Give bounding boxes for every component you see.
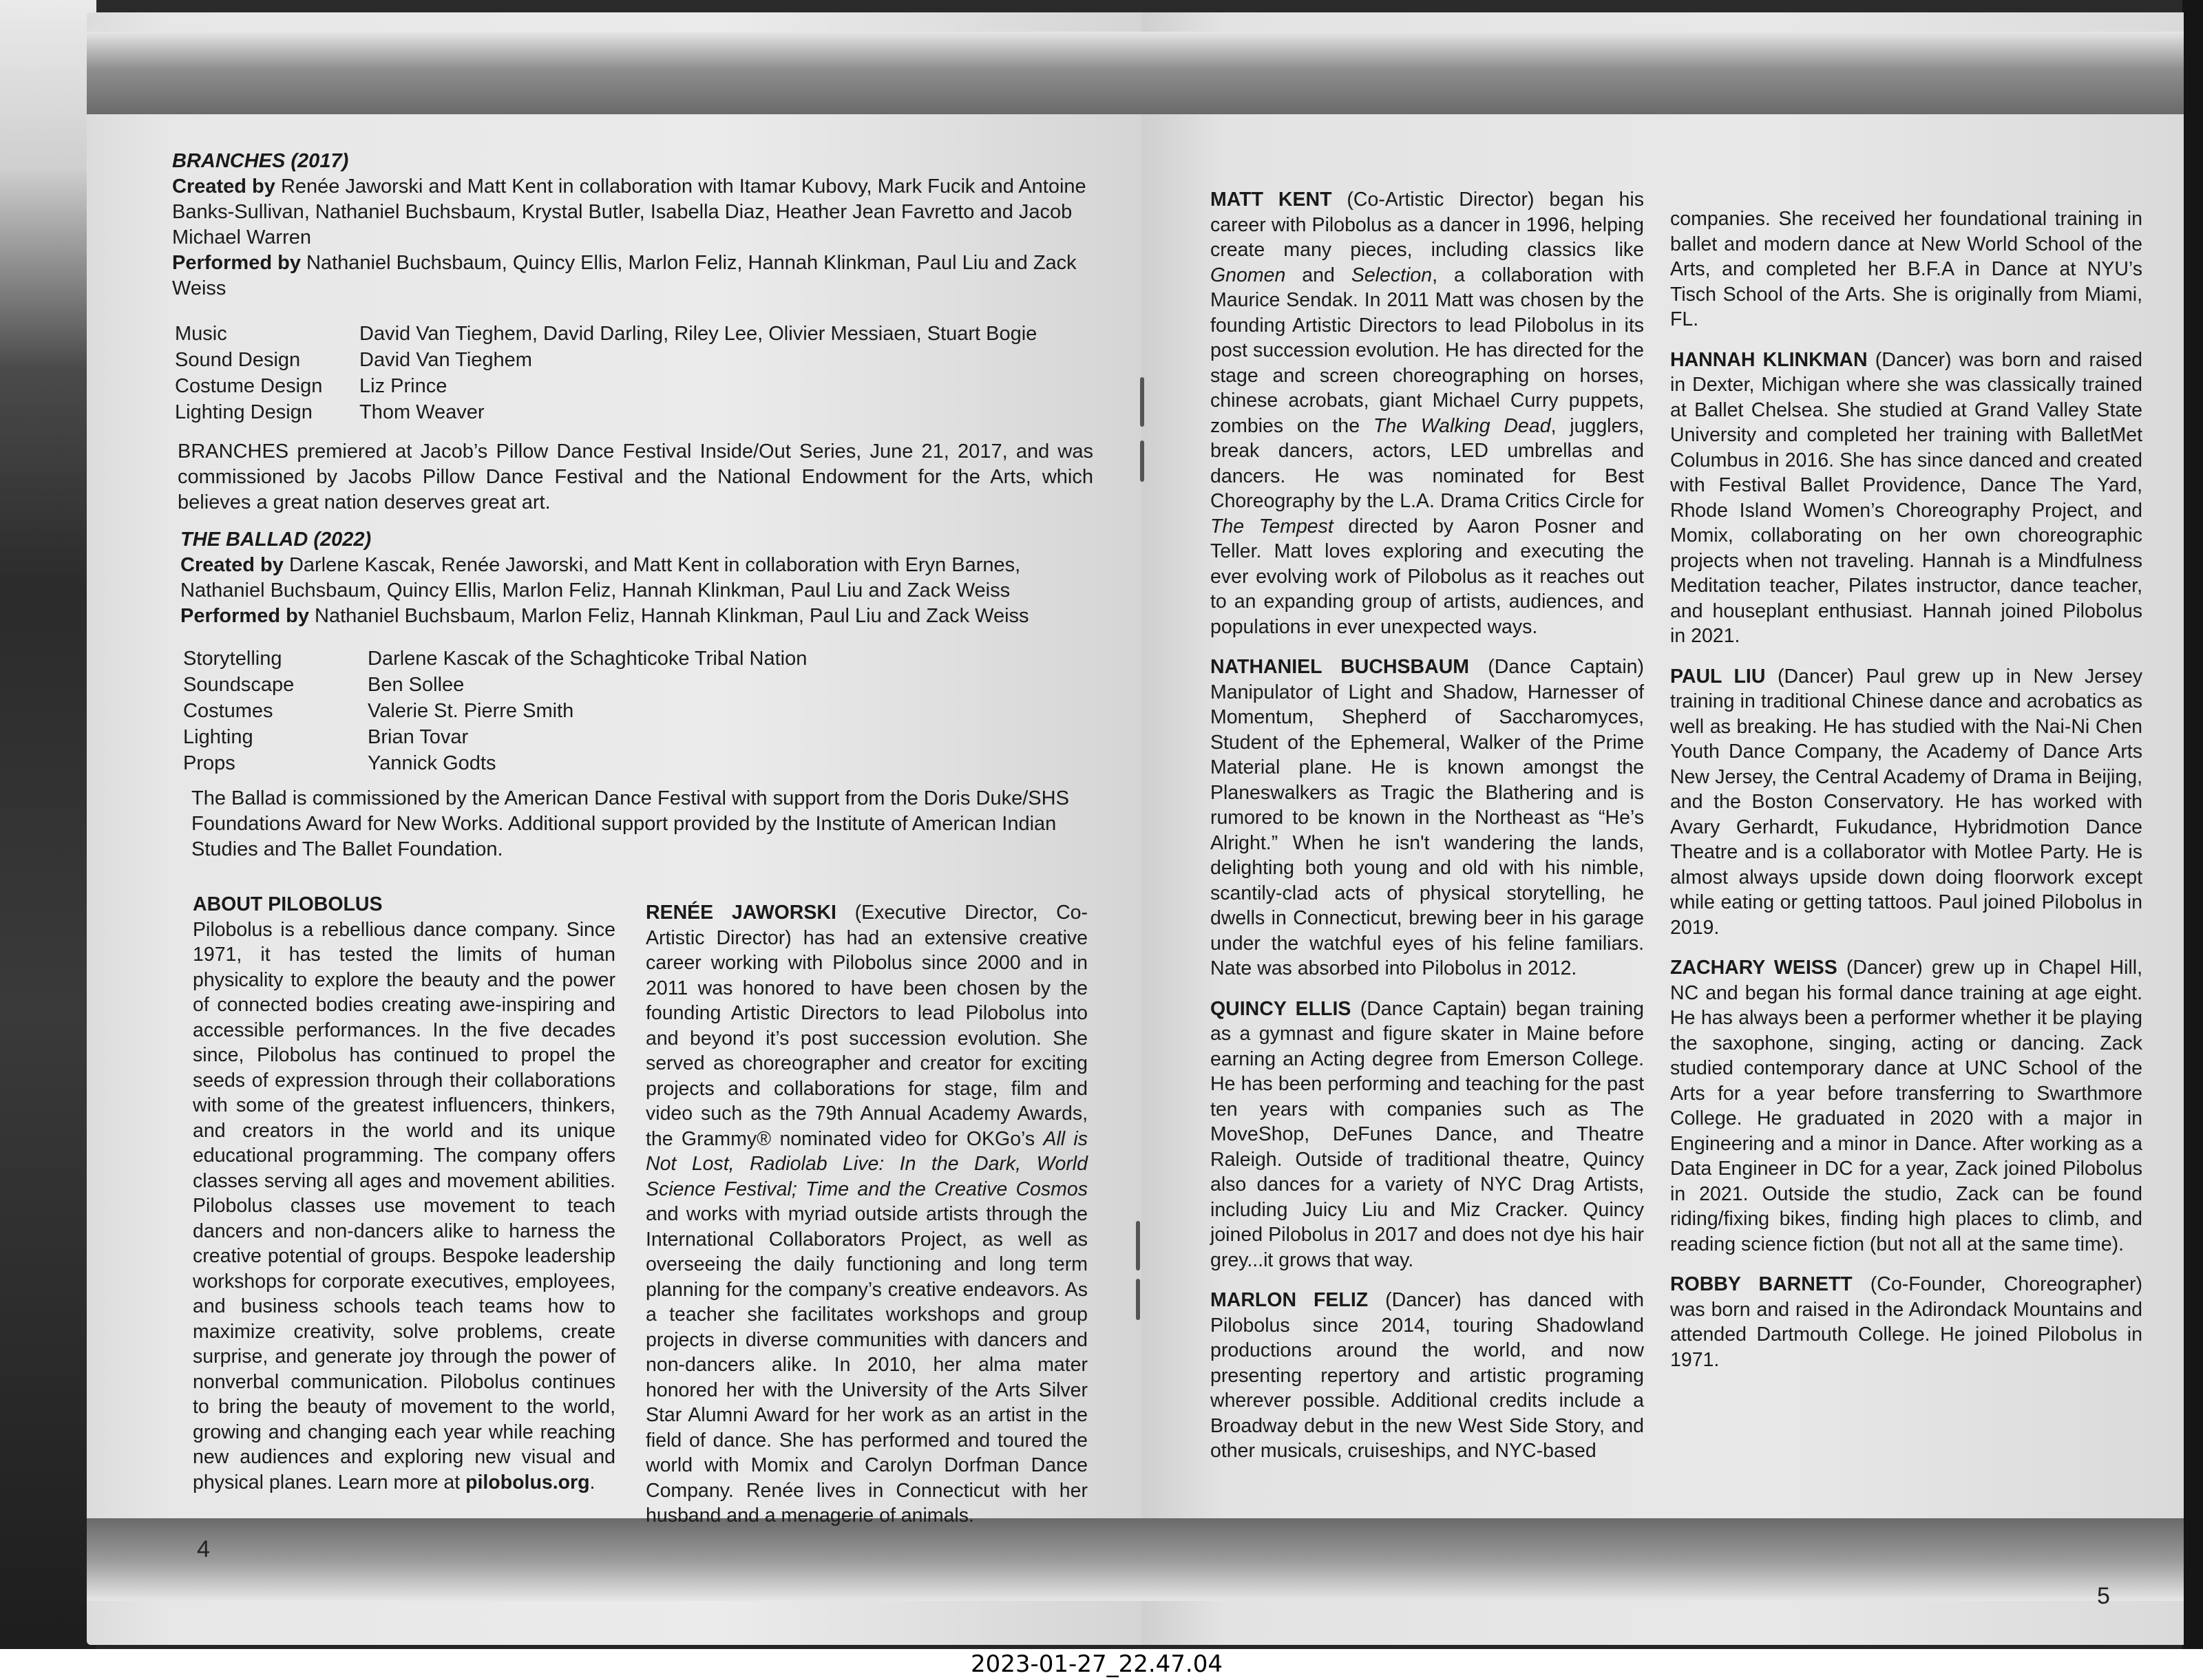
bio-name: QUINCY ELLIS	[1210, 997, 1351, 1020]
ballad-title: THE BALLAD (2022)	[180, 529, 372, 551]
quincy-bio	[1210, 997, 1644, 1273]
bio-name: MATT KENT	[1210, 189, 1332, 211]
credit-row	[183, 750, 1092, 776]
ballad-section	[180, 527, 1093, 629]
bio-text: was born and raised in the Adirondack Mountains and attended Dartmouth College. He joined Pilobolus in 1971.	[1670, 1298, 2142, 1371]
credit-name: Brian Tovar	[368, 726, 469, 748]
credit-name: Thom Weaver	[359, 401, 485, 423]
credit-row	[175, 399, 1097, 425]
bio-text: began his career with Pilobolus as a dancer in 1996, helping create many pieces, including classics like	[1210, 189, 1644, 261]
bio-name: ROBBY BARNETT	[1670, 1273, 1853, 1295]
bio-name: RENÉE JAWORSKI	[646, 902, 836, 924]
staple-bottom	[1136, 1221, 1140, 1270]
created-by-label: Created by	[172, 176, 275, 198]
zachary-bio	[1670, 955, 2142, 1257]
renee-body	[646, 900, 1088, 1529]
bio-italic: The Walking Dead	[1373, 414, 1551, 437]
bio-text: directed by Aaron Posner and Teller. Matt loves exploring and executing the ever evolving work of Pilobolus as it reaches out to an expanding group of artists, audiences, and populations in ever unexpected ways.	[1210, 515, 1645, 638]
credit-role: Sound Design	[175, 349, 301, 371]
bio-text: grew up in Chapel Hill, NC and began his formal dance training at age eight. He has always been a performer whether it be playing the saxophone, singing, acting or dancing. Zack studied contemporary dance at UNC School of the Arts for a year before transferring to Swarthmore College. He graduated in 2020 with a major in Engineering and a minor in Dance. After working as a Data Engineer in DC for a year, Zack joined Pilobolus in 2021. Outside the studio, Zack can be found riding/fixing bikes, finding high places to climb, and reading science fiction (but not all at the same time).	[1670, 957, 2143, 1255]
background-desk	[0, 0, 96, 1680]
decorative-band-top	[87, 32, 1141, 114]
marlon-bio	[1210, 1288, 1644, 1464]
credit-row	[183, 672, 1092, 698]
credit-name: Yannick Godts	[368, 752, 496, 774]
created-by-label: Created by	[180, 554, 284, 576]
right-column-2	[1670, 206, 2142, 1372]
bio-text: began training as a gymnast and figure skater in Maine before earning an Acting degree from Emerson College. He has been performing and teaching for the past ten years with companies such as The MoveShop, DeFunes Dance, and Theatre Raleigh. Outside of traditional theatre, Quincy also dances for a variety of NYC Drag Artists, including Juicy Liu and Miz Cracker. Quincy joined Pilobolus in 2017 and does not dye his hair grey...it grows that way.	[1210, 997, 1645, 1271]
performed-by-text: Nathaniel Buchsbaum, Quincy Ellis, Marlon Feliz, Hannah Klinkman, Paul Liu and Zack Weiss	[172, 252, 1077, 299]
about-end: .	[589, 1471, 595, 1493]
bio-text: and	[1302, 264, 1335, 286]
performed-by-label: Performed by	[180, 605, 309, 627]
staple-top	[1140, 377, 1144, 427]
bio-role: (Co-Founder, Choreographer)	[1870, 1273, 2142, 1295]
bio-italic: Selection	[1351, 264, 1433, 286]
bio-role: (Dancer)	[1385, 1289, 1462, 1311]
credit-row	[183, 724, 1092, 750]
credit-role: Soundscape	[183, 674, 295, 696]
credit-row	[175, 373, 1097, 399]
bio-text: was born and raised in Dexter, Michigan where she was classically trained at Ballet Chelsea. She studied at Grand Valley State University and completed her training with BalletMet Columbus in 2016. She has since danced and created with Festival Ballet Providence, Dance The Yard, Rhode Island Women’s Choreography Project, and Momix, collaborating on her own choreographic projects when not traveling. Hannah is a Mindfulness Meditation teacher, Pilates instructor, dance teacher, and houseplant enthusiast. Hannah joined Pilobolus in 2021.	[1670, 348, 2143, 647]
performed-by-label: Performed by	[172, 252, 301, 274]
bio-role: (Co-Artistic Director)	[1347, 189, 1535, 211]
credit-name: David Van Tieghem	[359, 349, 532, 371]
bio-role: (Executive Director, Co-Artistic Director)	[646, 902, 1088, 949]
branches-title: BRANCHES (2017)	[172, 150, 349, 172]
credit-role: Lighting	[183, 726, 253, 748]
bio-role: (Dancer)	[1846, 957, 1923, 979]
branches-performed	[172, 251, 1092, 301]
page-number-right: 5	[2097, 1583, 2110, 1609]
credit-name: Ben Sollee	[368, 674, 465, 696]
credit-role: Music	[175, 323, 227, 345]
bio-italic: Gnomen	[1210, 264, 1286, 286]
bio-role: (Dancer)	[1778, 665, 1854, 688]
credit-name: Valerie St. Pierre Smith	[368, 700, 574, 722]
timestamp: 2023-01-27_22.47.04	[971, 1650, 1223, 1678]
decorative-band-bottom	[1141, 1518, 2184, 1601]
created-by-text: Renée Jaworski and Matt Kent in collaboration with Itamar Kubovy, Mark Fucik and Antoine Banks-Sullivan, Nathaniel Buchsbaum, Krystal Butler, Isabella Diaz, Heather Jean Favretto and Jacob Michael Warren	[172, 176, 1086, 248]
staple-top-2	[1140, 440, 1144, 482]
hannah-bio	[1670, 348, 2142, 649]
bio-text: has danced with Pilobolus since 2014, touring Shadowland productions around the world, and now presenting repertory and artistic programing wherever possible. Additional credits include a Broadway debut in the new West Side Story, and other musicals, cruiseships, and NYC-based	[1210, 1289, 1644, 1462]
bio-name: ZACHARY WEISS	[1670, 957, 1837, 979]
bio-text: , a collaboration with Maurice Sendak. In 2011 Matt was chosen by the founding Artistic Directors to lead Pilobolus in its post succession evolution. He has directed for the stage and screen choreographing on horses, chinese acrobats, giant Michael Curry puppets, zombies on the	[1210, 264, 1645, 437]
about-column	[193, 892, 615, 1495]
performed-by-text: Nathaniel Buchsbaum, Marlon Feliz, Hannah Klinkman, Paul Liu and Zack Weiss	[315, 605, 1029, 627]
about-text: Pilobolus is a rebellious dance company. Since 1971, it has tested the limits of human physicality to explore the beauty and the power of connected bodies creating awe-inspiring and accessible performances. In the five decades since, Pilobolus has continued to propel the seeds of expression through their collaborations with some of the greatest influencers, thinkers, and creators in the world and its unique educational programming. The company offers classes serving all ages and movement abilities. Pilobolus classes use movement to teach dancers and non-dancers alike to harness the creative potential of groups. Bespoke leadership workshops for corporate executives, employees, and business schools teach teams how to maximize creativity, solve problems, create surprise, and generate joy through the power of nonverbal communication. Pilobolus continues to bring the beauty of movement to the world, growing and changing each year while reaching new audiences and exploring new visual and physical planes. Learn more at	[193, 918, 615, 1493]
bio-italic: All is Not Lost, Radiolab Live: In the Dark, World Science Festival; Time and the Creative Cosmos	[646, 1127, 1088, 1200]
credit-role: Props	[183, 752, 235, 774]
marlon-bio-continued: companies. She received her foundational training in ballet and modern dance at New World School of the Arts, and completed her B.F.A in Dance at NYU’s Tisch School of the Arts. She is originally from Miami, FL.	[1670, 208, 2142, 330]
bio-italic: The Tempest	[1210, 515, 1334, 538]
ballad-created	[180, 553, 1093, 604]
matt-bio	[1210, 187, 1644, 639]
credit-row	[183, 646, 1092, 672]
decorative-band-bottom	[87, 1518, 1141, 1601]
bio-text: and works with myriad outside artists through the International Collaborators Project, as well as overseeing the daily functioning and long term planning for the company’s creative endeavors. As a teacher she facilitates workshops and group projects in diverse communities with dancers and non-dancers alike. In 2010, her alma mater honored her with the University of the Arts Silver Star Alumni Award for her work as an artist in the field of dance. She has performed and toured the world with Momix and Carolyn Dorfman Dance Company. Renée lives in Connecticut with her husband and a menagerie of animals.	[646, 1203, 1088, 1527]
branches-credits	[175, 321, 1097, 425]
bio-name: HANNAH KLINKMAN	[1670, 348, 1868, 371]
created-by-text: Darlene Kascak, Renée Jaworski, and Matt Kent in collaboration with Eryn Barnes, Nathaniel Buchsbaum, Quincy Ellis, Marlon Feliz, Hannah Klinkman, Paul Liu and Zack Weiss	[180, 554, 1021, 602]
bio-text: , jugglers, break dancers, actors, LED umbrellas and dancers. He was nominated for Best Choreography by the L.A. Drama Critics Circle for	[1210, 414, 1645, 512]
about-body	[193, 917, 615, 1496]
renee-bio	[646, 900, 1088, 1529]
paul-bio	[1670, 664, 2142, 941]
credit-name: David Van Tieghem, David Darling, Riley Lee, Olivier Messiaen, Stuart Bogie	[359, 323, 1037, 345]
credit-row	[175, 321, 1097, 347]
branches-section	[172, 149, 1092, 301]
ballad-credits	[183, 646, 1092, 776]
bio-name: MARLON FELIZ	[1210, 1289, 1369, 1311]
bio-text: has had an extensive creative career working with Pilobolus since 2000 and in 2011 was honored to have been chosen by the founding Artistic Directors to lead Pilobolus into and beyond it’s post succession evolution. She served as choreographer and creator for exciting projects and collaborations for stage, film and video such as the 79th Annual Academy Awards, the Grammy® nominated video for OKGo’s	[646, 926, 1088, 1150]
bio-name: NATHANIEL BUCHSBAUM	[1210, 656, 1470, 678]
nathaniel-bio	[1210, 655, 1644, 981]
bio-role: (Dance Captain)	[1488, 656, 1644, 678]
website-link[interactable]: pilobolus.org	[465, 1471, 590, 1493]
about-heading: ABOUT PILOBOLUS	[193, 893, 383, 915]
credit-row	[175, 347, 1097, 373]
bio-name: PAUL LIU	[1670, 665, 1766, 688]
bio-text: Paul grew up in New Jersey training in traditional Chinese dance and acrobatics as well as breaking. He has studied with the Nai-Ni Chen Youth Dance Company, the Academy of Dance Arts New Jersey, the Central Academy of Drama in Beijing, and the Boston Conservatory. He has worked with Avary Gerhardt, Fukudance, Hybridmotion Dance Theatre and is a collaborator with Motlee Party. He is almost always upside down doing floorwork except while eating or getting tattoos. Paul joined Pilobolus in 2019.	[1670, 665, 2142, 939]
robby-bio	[1670, 1272, 2142, 1372]
staple-bottom-2	[1136, 1279, 1140, 1320]
decorative-band-top	[1141, 32, 2184, 114]
timestamp-bar	[0, 1649, 2203, 1680]
right-column-1	[1210, 187, 1644, 1464]
credit-role: Lighting Design	[175, 401, 313, 423]
credit-name: Darlene Kascak of the Schaghticoke Tribal Nation	[368, 648, 808, 670]
page-number-left: 4	[197, 1536, 210, 1562]
bio-text: Manipulator of Light and Shadow, Harnesser of Momentum, Shepherd of Saccharomyces, Student of the Ephemeral, Walker of the Prime Material plane. He is known amongst the Planeswalkers as Tragic the Blathering and is rumored to be known in the Northeast as “He’s Alright.” When he isn't wandering the lands, delighting both young and old with his nimble, scantily-clad acts of physical storytelling, he dwells in Connecticut, brewing beer in his garage under the watchful eyes of his feline familiars. Nate was absorbed into Pilobolus in 2012.	[1210, 681, 1644, 979]
bio-role: (Dancer)	[1875, 348, 1952, 371]
ballad-note: The Ballad is commissioned by the American Dance Festival with support from the Doris Duke/SHS Foundations Award for New Works. Additional support provided by the Institute of American Indian Studies and The Ballet Foundation.	[191, 787, 1069, 860]
credit-row	[183, 698, 1092, 724]
credit-role: Costumes	[183, 700, 273, 722]
credit-role: Costume Design	[175, 375, 323, 397]
branches-created	[172, 174, 1092, 251]
credit-name: Liz Prince	[359, 375, 447, 397]
branches-note: BRANCHES premiered at Jacob’s Pillow Dance Festival Inside/Out Series, June 21, 2017, and was commissioned by Jacobs Pillow Dance Festival and the National Endowment for the Arts, which believes a great nation deserves great art.	[178, 440, 1093, 513]
bio-role: (Dance Captain)	[1360, 997, 1507, 1020]
ballad-performed	[180, 604, 1093, 629]
credit-role: Storytelling	[183, 648, 282, 670]
background-edge	[2182, 0, 2203, 1680]
